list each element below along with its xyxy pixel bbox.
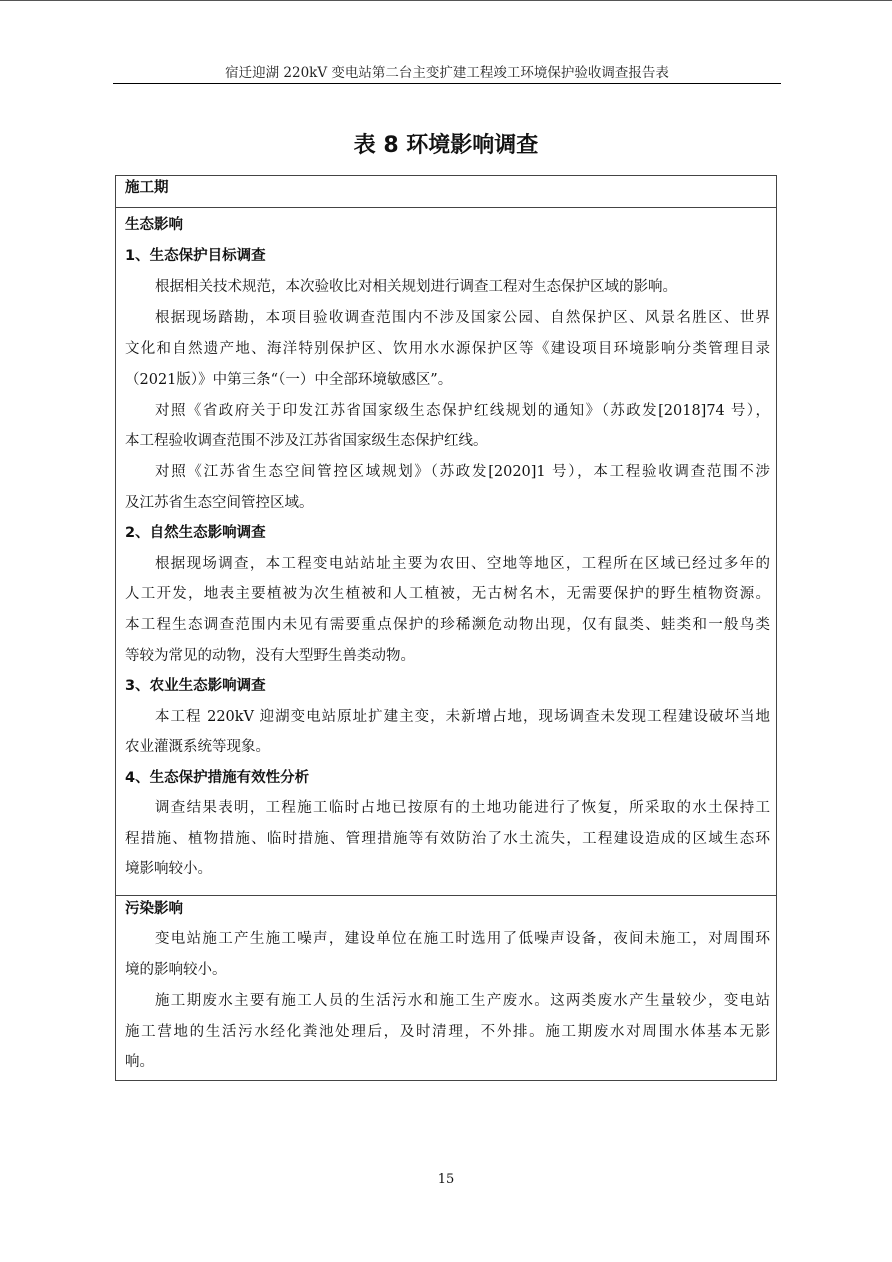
paragraph-line: 本工程 220kV 迎湖变电站原址扩建主变，未新增占地，现场调查未发现工程建设破坏当地 xyxy=(155,709,770,725)
paragraph-line: 等较为常见的动物，没有大型野生兽类动物。 xyxy=(125,648,415,664)
paragraph-line: 本工程生态调查范围内未见有需要重点保护的珍稀濒危动物出现，仅有鼠类、蛙类和一般鸟类 xyxy=(125,617,770,633)
section-heading: 3、农业生态影响调查 xyxy=(125,678,266,694)
paragraph-line: 境的影响较小。 xyxy=(125,962,227,978)
paragraph-line: 根据相关技术规范，本次验收比对相关规划进行调查工程对生态保护区域的影响。 xyxy=(155,279,677,295)
paragraph-line: 程措施、植物措施、临时措施、管理措施等有效防治了水土流失，工程建设造成的区域生态环 xyxy=(125,831,770,847)
header-rule xyxy=(113,83,781,84)
paragraph-line: 施工期废水主要有施工人员的生活污水和施工生产废水。这两类废水产生量较少，变电站 xyxy=(155,993,770,1009)
pollution-label: 污染影响 xyxy=(125,901,183,917)
paragraph-line: 变电站施工产生施工噪声，建设单位在施工时选用了低噪声设备，夜间未施工，对周围环 xyxy=(155,931,770,947)
paragraph-line: 及江苏省生态空间管控区域。 xyxy=(125,495,314,511)
page-top-rule xyxy=(0,0,892,1)
section-heading: 4、生态保护措施有效性分析 xyxy=(125,770,310,786)
paragraph-line: 境影响较小。 xyxy=(125,861,212,877)
paragraph-line: 根据现场踏勘，本项目验收调查范围内不涉及国家公园、自然保护区、风景名胜区、世界 xyxy=(155,310,770,326)
survey-table xyxy=(115,175,777,1081)
paragraph-line: 人工开发，地表主要植被为次生植被和人工植被，无古树名木，无需要保护的野生植物资源。 xyxy=(125,586,770,602)
paragraph-line: 农业灌溉系统等现象。 xyxy=(125,739,270,755)
paragraph-line: 对照《省政府关于印发江苏省国家级生态保护红线规划的通知》（苏政发[2018]74 号）， xyxy=(155,403,770,419)
running-header: 宿迁迎湖 220kV 变电站第二台主变扩建工程竣工环境保护验收调查报告表 xyxy=(225,65,669,81)
period-label: 施工期 xyxy=(125,180,169,196)
paragraph-line: （2021版）》中第三条“（一）中全部环境敏感区”。 xyxy=(125,372,453,388)
section-heading: 2、自然生态影响调查 xyxy=(125,525,266,541)
table-title: 表 8 环境影响调查 xyxy=(353,133,539,158)
paragraph-line: 响。 xyxy=(125,1054,154,1070)
paragraph-line: 对照《江苏省生态空间管控区域规划》（苏政发[2020]1 号），本工程验收调查范围不涉 xyxy=(155,464,770,480)
ecology-label: 生态影响 xyxy=(125,217,183,233)
paragraph-line: 施工营地的生活污水经化粪池处理后，及时清理，不外排。施工期废水对周围水体基本无影 xyxy=(125,1024,770,1040)
paragraph-line: 文化和自然遗产地、海洋特别保护区、饮用水水源保护区等《建设项目环境影响分类管理目录 xyxy=(125,341,770,357)
paragraph-line: 本工程验收调查范围不涉及江苏省国家级生态保护红线。 xyxy=(125,433,488,449)
row-divider xyxy=(116,207,776,208)
paragraph-line: 根据现场调查，本工程变电站站址主要为农田、空地等地区，工程所在区域已经过多年的 xyxy=(155,556,770,572)
paragraph-line: 调查结果表明，工程施工临时占地已按原有的土地功能进行了恢复，所采取的水土保持工 xyxy=(155,800,770,816)
section-heading: 1、生态保护目标调查 xyxy=(125,248,266,264)
row-divider xyxy=(116,895,776,896)
page-number: 15 xyxy=(437,1172,455,1187)
